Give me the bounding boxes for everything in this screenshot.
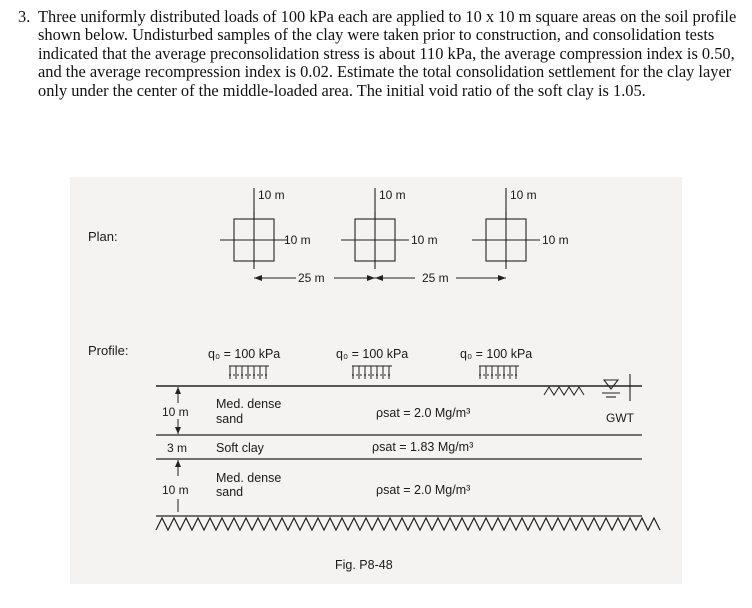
load-label-1: q₀ = 100 kPa	[208, 347, 281, 361]
layer-2-name: Soft clay	[216, 441, 264, 455]
gwt-label: GWT	[606, 411, 634, 425]
profile-label: Profile:	[88, 343, 129, 358]
layer-3-name-line1: Med. dense	[216, 471, 282, 485]
spacing-label-2: 25 m	[422, 271, 449, 285]
spacing-label-1: 25 m	[298, 271, 325, 285]
figure-p8-48	[70, 177, 682, 584]
layer-3-density: ρsat = 2.0 Mg/m³	[376, 483, 471, 497]
layer-1-thickness: 10 m	[162, 405, 189, 419]
layer-1-name-line1: Med. dense	[216, 397, 282, 411]
footing-depth-label-3: 10 m	[542, 233, 569, 247]
footing-depth-label-2: 10 m	[411, 233, 438, 247]
load-label-3: q₀ = 100 kPa	[460, 347, 533, 361]
soil-profile-diagram	[70, 177, 682, 584]
bedrock-hatch	[156, 518, 660, 530]
load-arrows-2	[352, 366, 392, 379]
problem-text: Three uniformly distributed loads of 100 kPa each are applied to 10 x 10 m square areas on the soil profile shown below. Undisturbed samples of the clay were taken prior to construction, and consolidation tests indicated that the average preconsolidation stress is about 110 kPa, the average compression index is 0.50, and the average recompression index is 0.02. Estimate the total consolidation settlement for the clay layer only under the center of the middle-loaded area. The initial void ratio of the soft clay is 1.05.	[38, 7, 737, 100]
layer-2-density: ρsat = 1.83 Mg/m³	[372, 440, 474, 454]
gwt-symbol	[602, 374, 630, 401]
footing-depth-label-1: 10 m	[284, 233, 311, 247]
footing-width-label-2: 10 m	[379, 188, 406, 202]
figure-caption: Fig. P8-48	[335, 558, 393, 572]
layer-3-thickness: 10 m	[162, 483, 189, 497]
footing-width-label-1: 10 m	[258, 188, 285, 202]
plan-label: Plan:	[88, 229, 118, 244]
layer-3-name-line2: sand	[216, 485, 244, 499]
problem-number: 3.	[18, 7, 31, 26]
layer-2-thickness: 3 m	[167, 441, 188, 455]
load-arrows-3	[479, 366, 519, 379]
layer-1-name-line2: sand	[216, 412, 244, 426]
footing-width-label-3: 10 m	[510, 188, 537, 202]
surface-hatch	[544, 387, 584, 395]
problem-statement	[18, 8, 738, 100]
load-label-2: q₀ = 100 kPa	[336, 347, 409, 361]
load-arrows-1	[229, 366, 269, 379]
plan-spacing-dimensions	[254, 275, 506, 281]
layer-1-density: ρsat = 2.0 Mg/m³	[376, 406, 471, 420]
